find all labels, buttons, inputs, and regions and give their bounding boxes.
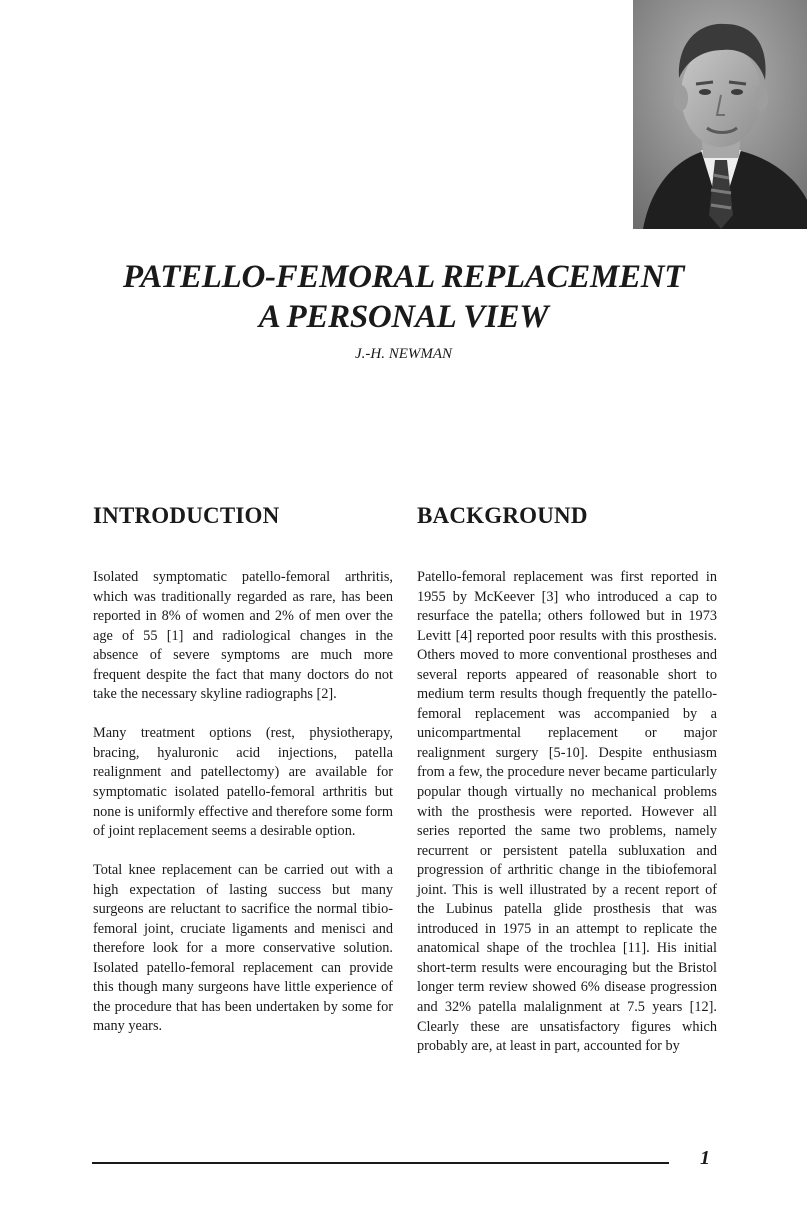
section-heading-introduction: INTRODUCTION: [93, 503, 280, 528]
footer-rule: [92, 1162, 669, 1164]
page-number: 1: [700, 1147, 710, 1169]
background-paragraph: Patello-femoral replacement was first reported in 1955 by McKeever [3] who introduced a cap to resurface the patella; others followed but in 1973 Levitt [4] reported poor results with this prosthesis. Others moved to more conventional prostheses and several reports appeared of reasonable short to medium term results though frequently the patello-femoral replacement was accompanied by a unicompartmental replacement or major realignment surgery [5-10]. Despite enthusiasm from a few, the procedure never became particularly popular though virtually no mechanical problems with the prosthesis were reported. However all series reported the same two problems, namely recurrent or persistent patella subluxation and progression of arthritic change in the tibiofemoral joint. This is well illustrated by a recent report of the Lubinus patella glide prosthesis that was introduced in 1975 in an attempt to replicate the anatomical shape of the trochlea [11]. His initial short-term results were encouraging but the Bristol longer term review showed 6% disease progression and 32% patella malalignment at 7.5 years [12]. Clearly these are unsatisfactory figures which probably are, at least in part, accounted for by: [417, 569, 717, 1055]
introduction-paragraph: Many treatment options (rest, physiotherapy, bracing, hyaluronic acid injections, patella realignment and patellectomy) are available for symptomatic isolated patello-femoral arthritis but none is uniformly effective and therefore some form of joint replacement seems a desirable option.: [93, 725, 393, 840]
title-line-2: A PERSONAL VIEW: [258, 299, 549, 335]
introduction-column: [93, 568, 393, 1037]
author-name: J.-H. NEWMAN: [354, 346, 453, 362]
introduction-paragraph: Isolated symptomatic patello-femoral arthritis, which was traditionally regarded as rare, has been reported in 8% of women and 2% of men over the age of 55 [1] and radiological changes in the absence of severe symptoms are much more frequent despite the fact that many doctors do not take the necessary skyline radiographs [2].: [93, 569, 393, 703]
title-line-1: PATELLO-FEMORAL REPLACEMENT: [122, 259, 685, 295]
introduction-paragraph: Total knee replacement can be carried out with a high expectation of lasting success but many surgeons are reluctant to sacrifice the normal tibio-femoral joint, cruciate ligaments and menisci and therefore look for a more conservative solution. Isolated patello-femoral replacement can provide this though many surgeons have little experience of the procedure that has been undertaken by some for many years.: [93, 862, 393, 1035]
background-column: [417, 568, 717, 1057]
author-photo: [633, 0, 807, 229]
section-heading-background: BACKGROUND: [417, 503, 588, 528]
article-title: [60, 257, 747, 337]
